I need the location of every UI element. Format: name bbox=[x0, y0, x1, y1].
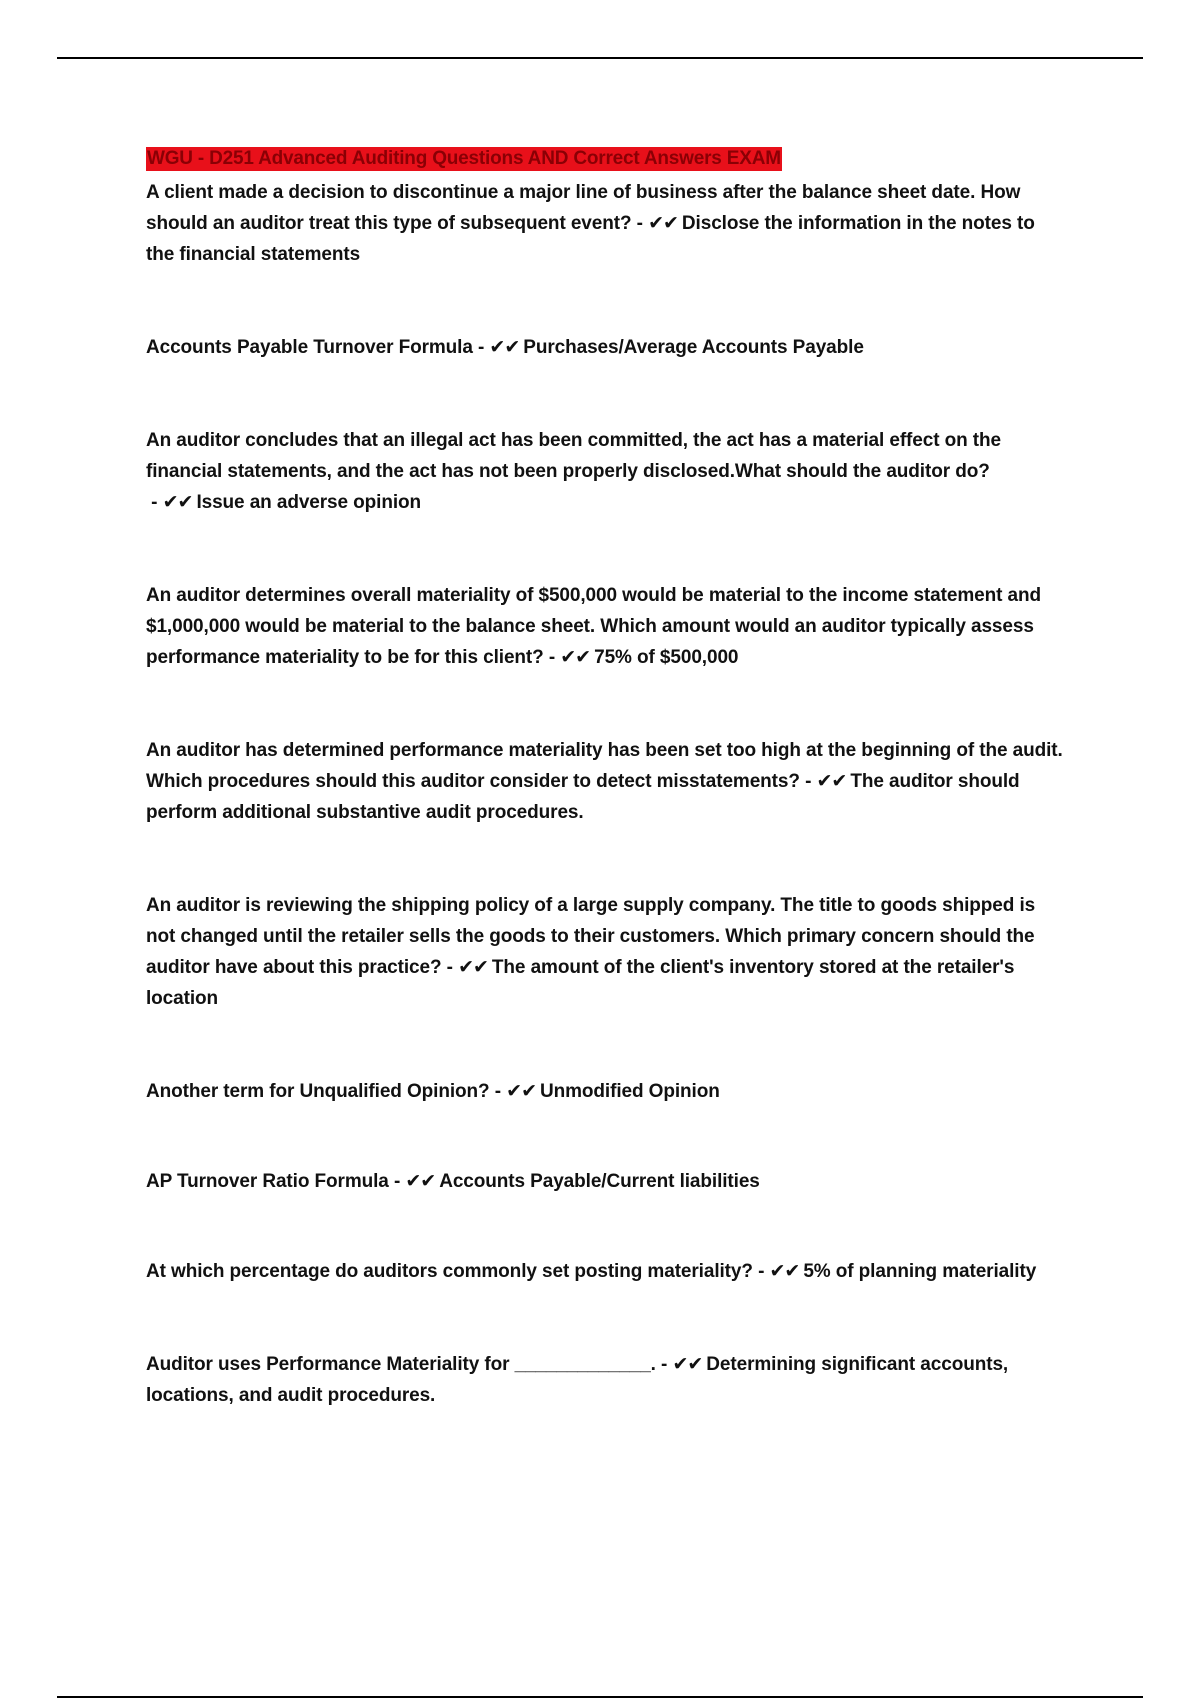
separator: - bbox=[441, 957, 459, 978]
qa-item-8 bbox=[146, 1166, 1066, 1197]
answer: 75% of $500,000 bbox=[594, 647, 739, 668]
double-check-icon: ✔✔ bbox=[769, 1261, 800, 1282]
document-page bbox=[146, 147, 1066, 1411]
question: An auditor determines overall materiality of $500,000 would be material to the income statement and $1,000,000 would be material to the balance sheet. Which amount would an auditor typically assess performance materiality to be for this client? bbox=[146, 585, 1041, 668]
separator: - bbox=[146, 492, 163, 513]
separator: - bbox=[472, 337, 490, 358]
header-rule bbox=[57, 57, 1143, 59]
document-title: WGU - D251 Advanced Auditing Questions AND Correct Answers EXAM bbox=[147, 148, 781, 169]
answer: The amount of the client's inventory stored at the retailer's location bbox=[146, 957, 1015, 1009]
separator: - bbox=[799, 771, 817, 792]
double-check-icon: ✔✔ bbox=[405, 1171, 436, 1192]
qa-item-10 bbox=[146, 1349, 1066, 1411]
qa-item-7 bbox=[146, 1076, 1066, 1107]
answer: Accounts Payable/Current liabilities bbox=[439, 1171, 760, 1192]
qa-item-1 bbox=[146, 177, 1066, 270]
qa-item-5 bbox=[146, 735, 1066, 828]
answer: 5% of planning materiality bbox=[803, 1261, 1037, 1282]
qa-item-9 bbox=[146, 1256, 1066, 1287]
double-check-icon: ✔✔ bbox=[162, 492, 193, 513]
double-check-icon: ✔✔ bbox=[648, 213, 678, 234]
double-check-icon: ✔✔ bbox=[489, 337, 520, 358]
separator: - bbox=[752, 1261, 770, 1282]
answer: Purchases/Average Accounts Payable bbox=[523, 337, 864, 358]
qa-item-2 bbox=[146, 332, 1066, 363]
separator: - bbox=[655, 1354, 673, 1375]
double-check-icon: ✔✔ bbox=[672, 1354, 703, 1375]
separator: - bbox=[388, 1171, 406, 1192]
question: AP Turnover Ratio Formula bbox=[146, 1171, 389, 1192]
qa-item-3 bbox=[146, 425, 1066, 518]
double-check-icon: ✔✔ bbox=[506, 1081, 536, 1102]
answer: Disclose the information in the notes to the financial statements bbox=[146, 213, 1035, 265]
double-check-icon: ✔✔ bbox=[458, 957, 488, 978]
footer-rule bbox=[57, 1696, 1143, 1698]
double-check-icon: ✔✔ bbox=[816, 771, 847, 792]
qa-item-4 bbox=[146, 580, 1066, 673]
question: Accounts Payable Turnover Formula bbox=[146, 337, 473, 358]
question: An auditor concludes that an illegal act has been committed, the act has a material effect on the financial statements, and the act has not been properly disclosed.What should the auditor do? bbox=[146, 430, 1002, 482]
separator: - bbox=[631, 213, 649, 234]
question: An auditor is reviewing the shipping policy of a large supply company. The title to goods shipped is not changed until the retailer sells the goods to their customers. Which primary concern should the auditor have about this practice? bbox=[146, 895, 1036, 978]
answer: Issue an adverse opinion bbox=[196, 492, 422, 513]
question: An auditor has determined performance materiality has been set too high at the beginning of the audit. Which procedures should this auditor consider to detect misstatements? bbox=[146, 740, 1063, 792]
question: Another term for Unqualified Opinion? bbox=[146, 1081, 490, 1102]
qa-item-6 bbox=[146, 890, 1066, 1014]
separator: - bbox=[543, 647, 561, 668]
question: At which percentage do auditors commonly set posting materiality? bbox=[146, 1261, 753, 1282]
separator: - bbox=[489, 1081, 507, 1102]
question: Auditor uses Performance Materiality for _____________. bbox=[146, 1354, 656, 1375]
answer: Determining significant accounts, locations, and audit procedures. bbox=[146, 1354, 1009, 1406]
double-check-icon: ✔✔ bbox=[560, 647, 591, 668]
answer: The auditor should perform additional substantive audit procedures. bbox=[146, 771, 1020, 823]
answer: Unmodified Opinion bbox=[540, 1081, 720, 1102]
question: A client made a decision to discontinue a major line of business after the balance sheet date. How should an auditor treat this type of subsequent event? bbox=[146, 182, 1021, 234]
